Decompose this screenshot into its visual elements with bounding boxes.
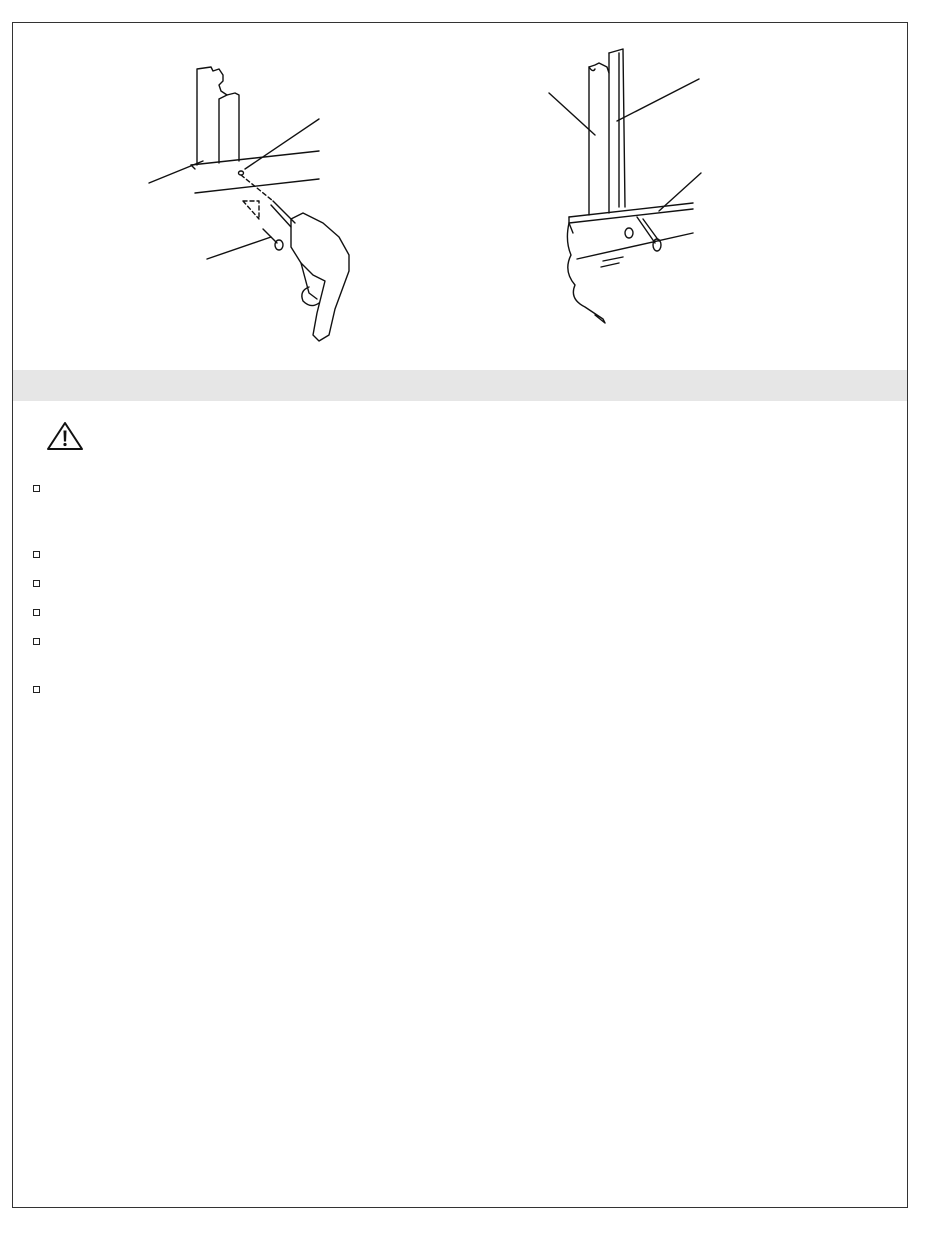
page-frame bbox=[12, 22, 908, 1208]
checkbox-bullet-icon bbox=[33, 580, 40, 587]
checkbox-bullet-icon bbox=[33, 686, 40, 693]
checkbox-bullet-icon bbox=[33, 485, 40, 492]
list-item bbox=[33, 578, 893, 607]
list-item bbox=[33, 636, 893, 684]
stud-illustration bbox=[533, 23, 733, 353]
section-band bbox=[13, 370, 907, 401]
drill-illustration bbox=[123, 23, 383, 353]
stud-bracket-icon bbox=[533, 23, 733, 353]
list-item bbox=[33, 483, 893, 549]
list-item bbox=[33, 549, 893, 578]
checkbox-bullet-icon bbox=[33, 609, 40, 616]
checkbox-bullet-icon bbox=[33, 638, 40, 645]
checklist bbox=[33, 483, 893, 713]
drill-bracket-icon bbox=[123, 23, 383, 353]
warning-triangle-icon bbox=[45, 420, 85, 452]
list-item bbox=[33, 607, 893, 636]
checkbox-bullet-icon bbox=[33, 551, 40, 558]
list-item bbox=[33, 684, 893, 713]
